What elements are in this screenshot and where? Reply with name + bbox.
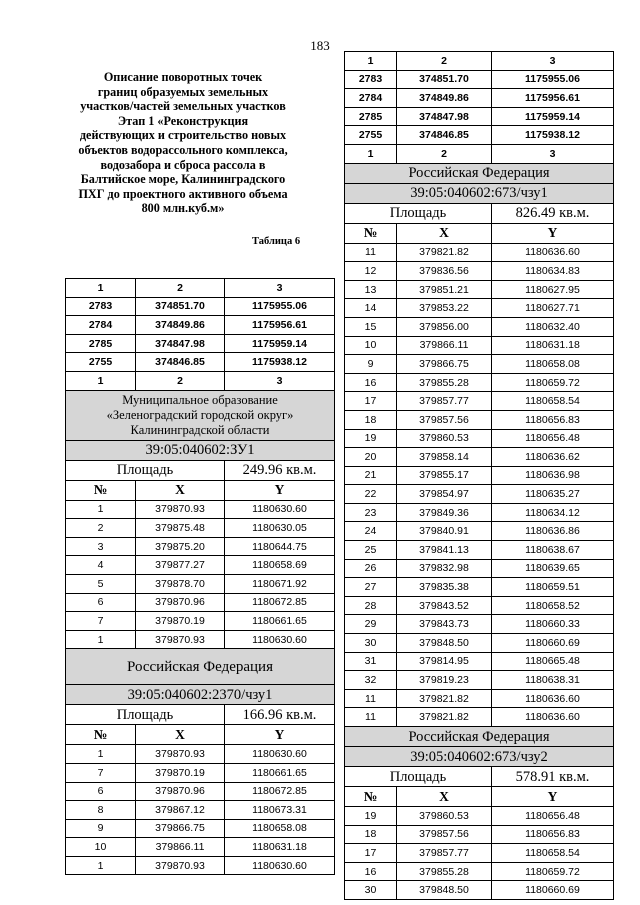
coord-cell: 379849.36 [397,503,492,522]
section-heading: Российская Федерация [66,649,335,685]
table-row [66,612,335,631]
coord-cell: 379870.96 [136,593,225,612]
coord-cell: 32 [345,671,397,690]
description-line: границ образуемых земельных [97,84,269,99]
table-row [345,355,614,374]
table-row [345,541,614,560]
column-number: 1 [345,52,397,71]
coord-cell: 18 [345,825,397,844]
boundary-point-cell: 374846.85 [397,126,492,145]
coord-cell: 1180631.18 [225,838,335,857]
table-row [345,634,614,653]
coord-cell: 1180660.69 [492,634,614,653]
coord-cell: 27 [345,578,397,597]
coord-cell: 379857.77 [397,844,492,863]
coord-cell: 1180661.65 [225,763,335,782]
column-number: 1 [66,279,136,298]
section-row [66,440,335,460]
boundary-point-row [345,89,614,108]
coord-cell: 379819.23 [397,671,492,690]
coord-cell: 1180630.05 [225,519,335,538]
table-row [345,522,614,541]
coord-cell: 379870.19 [136,763,225,782]
column-number-row [66,279,335,298]
description-line: Этап 1 «Реконструкция [117,113,249,128]
coord-cell: 1180665.48 [492,652,614,671]
table-row [345,299,614,318]
coord-cell: 1180636.86 [492,522,614,541]
area-row [66,705,335,725]
coord-cell: 11 [345,708,397,727]
coord-header: Y [225,725,335,745]
coord-cell: 1180636.60 [492,708,614,727]
coord-cell: 1180658.54 [492,844,614,863]
coord-cell: 20 [345,448,397,467]
coord-cell: 379840.91 [397,522,492,541]
table-row [345,881,614,900]
coord-cell: 379855.17 [397,466,492,485]
column-number: 3 [492,144,614,163]
coord-cell: 2 [66,519,136,538]
table-row [66,819,335,838]
coord-cell: 1180644.75 [225,537,335,556]
coord-cell: 1180630.60 [225,500,335,519]
table-row [66,763,335,782]
coord-cell: 379870.19 [136,612,225,631]
boundary-point-cell: 2784 [345,89,397,108]
boundary-point-cell: 1175955.06 [492,70,614,89]
boundary-point-cell: 1175956.61 [492,89,614,108]
column-number: 2 [397,144,492,163]
coord-cell: 379851.21 [397,280,492,299]
coord-cell: 379843.52 [397,596,492,615]
boundary-point-cell: 374847.98 [136,334,225,353]
table-label: Таблица 6 [252,236,301,247]
document-description [52,70,314,216]
coord-cell: 379878.70 [136,574,225,593]
coord-cell: 1180659.72 [492,862,614,881]
coord-cell: 1180661.65 [225,612,335,631]
coord-cell: 379870.93 [136,500,225,519]
coord-cell: 379857.77 [397,392,492,411]
description-line: водозабора и сброса рассола в [100,157,266,172]
section-row [66,649,335,685]
coord-cell: 6 [66,782,136,801]
coord-cell: 1180630.60 [225,745,335,764]
description-line: 800 млн.куб.м» [141,201,225,216]
coord-cell: 1 [66,745,136,764]
coord-header: Y [225,480,335,500]
boundary-point-cell: 1175956.61 [225,316,335,335]
description-line: Балтийское море, Калининградского [80,172,286,187]
boundary-point-cell: 2785 [66,334,136,353]
area-row [345,767,614,787]
coord-cell: 379870.96 [136,782,225,801]
boundary-point-cell: 374849.86 [136,316,225,335]
coord-cell: 379835.38 [397,578,492,597]
boundary-point-cell: 2783 [66,297,136,316]
coord-cell: 1180627.95 [492,280,614,299]
boundary-point-row [66,316,335,335]
coord-cell: 1180672.85 [225,782,335,801]
table-row [66,801,335,820]
coord-cell: 1180656.48 [492,807,614,826]
table-row [66,500,335,519]
area-label: Площадь [345,767,492,787]
coord-cell: 1180636.60 [492,689,614,708]
boundary-point-row [66,334,335,353]
table-row [66,782,335,801]
coord-cell: 9 [66,819,136,838]
area-value: 166.96 кв.м. [225,705,335,725]
coord-cell: 4 [66,556,136,575]
table-row [345,243,614,262]
coord-cell: 1180630.60 [225,630,335,649]
coord-header: X [397,223,492,243]
coord-cell: 379877.27 [136,556,225,575]
coord-cell: 1180673.31 [225,801,335,820]
boundary-point-row [345,126,614,145]
column-number-row [345,52,614,71]
column-number: 3 [225,371,335,390]
coord-cell: 1180627.71 [492,299,614,318]
description-line: действующих и строительство новых [79,128,287,143]
coord-cell: 1180656.83 [492,825,614,844]
boundary-point-cell: 374847.98 [397,107,492,126]
coord-cell: 1180639.65 [492,559,614,578]
coord-cell: 1180630.60 [225,856,335,875]
section-heading: 39:05:040602:2370/чзу1 [66,685,335,705]
section-row [345,727,614,747]
coord-cell: 379875.48 [136,519,225,538]
coord-cell: 379867.12 [136,801,225,820]
coord-cell: 21 [345,466,397,485]
coord-cell: 1180636.60 [492,243,614,262]
coord-cell: 13 [345,280,397,299]
coord-cell: 1180660.33 [492,615,614,634]
coord-cell: 7 [66,612,136,631]
boundary-point-row [345,70,614,89]
coord-cell: 379857.56 [397,825,492,844]
coord-cell: 16 [345,862,397,881]
coord-cell: 12 [345,262,397,281]
coord-cell: 11 [345,243,397,262]
table-row [345,410,614,429]
table-row [345,466,614,485]
table-row [345,708,614,727]
coord-cell: 1180672.85 [225,593,335,612]
coord-cell: 1180659.72 [492,373,614,392]
description-line: участков/частей земельных участков [80,99,286,114]
table-row [345,671,614,690]
coord-cell: 17 [345,392,397,411]
table-row [345,503,614,522]
coord-header-row [345,787,614,807]
coord-cell: 379866.75 [136,819,225,838]
table-row [345,652,614,671]
coord-cell: 379855.28 [397,862,492,881]
coord-cell: 10 [66,838,136,857]
section-heading: 39:05:040602:673/чзу2 [345,747,614,767]
coord-cell: 5 [66,574,136,593]
coord-cell: 19 [345,807,397,826]
table-row [345,862,614,881]
table-row [345,262,614,281]
area-label: Площадь [66,460,225,480]
column-number: 1 [345,144,397,163]
coord-header: № [345,223,397,243]
coord-cell: 379866.11 [397,336,492,355]
coord-cell: 379855.28 [397,373,492,392]
coord-cell: 1180660.69 [492,881,614,900]
table-row [66,537,335,556]
column-number: 2 [136,371,225,390]
coord-cell: 379814.95 [397,652,492,671]
coord-header: X [136,725,225,745]
coord-cell: 3 [66,537,136,556]
coord-cell: 1180658.69 [225,556,335,575]
area-value: 826.49 кв.м. [492,203,614,223]
coord-header: Y [492,787,614,807]
coord-cell: 1180656.48 [492,429,614,448]
boundary-point-cell: 1175955.06 [225,297,335,316]
boundary-point-cell: 2783 [345,70,397,89]
table-row [66,630,335,649]
coord-cell: 1180634.12 [492,503,614,522]
coord-cell: 379821.82 [397,689,492,708]
boundary-point-cell: 2755 [345,126,397,145]
section-row [66,390,335,440]
column-number: 2 [136,279,225,298]
coord-cell: 1180658.08 [225,819,335,838]
description-line: объектов водорассольного комплекса, [78,142,288,157]
section-row [345,183,614,203]
coord-cell: 379848.50 [397,881,492,900]
column-number: 3 [225,279,335,298]
coord-cell: 31 [345,652,397,671]
coord-cell: 379856.00 [397,317,492,336]
table-row [66,574,335,593]
coord-cell: 379821.82 [397,708,492,727]
boundary-point-cell: 374851.70 [397,70,492,89]
coord-cell: 22 [345,485,397,504]
coord-header-row [345,223,614,243]
coord-header: № [66,480,136,500]
coord-header-row [66,480,335,500]
column-number-row [66,371,335,390]
coord-cell: 379870.93 [136,630,225,649]
coord-cell: 26 [345,559,397,578]
coord-cell: 379870.93 [136,745,225,764]
coord-cell: 1180671.92 [225,574,335,593]
coord-cell: 28 [345,596,397,615]
area-row [345,203,614,223]
coord-cell: 1 [66,500,136,519]
section-row [66,685,335,705]
table-row [66,745,335,764]
coord-cell: 1180632.40 [492,317,614,336]
section-row [345,163,614,183]
boundary-point-row [66,297,335,316]
coord-cell: 14 [345,299,397,318]
section-heading: 39:05:040602:673/чзу1 [345,183,614,203]
municipality-heading: Муниципальное образование «Зеленоградский городской округ» Калининградской области [66,390,335,440]
table-row [345,280,614,299]
coord-cell: 1180636.62 [492,448,614,467]
coord-cell: 379853.22 [397,299,492,318]
boundary-point-row [345,107,614,126]
table-row [66,856,335,875]
boundary-point-row [66,353,335,372]
coord-cell: 1180658.52 [492,596,614,615]
coord-cell: 379832.98 [397,559,492,578]
coord-cell: 1 [66,856,136,875]
coord-cell: 15 [345,317,397,336]
coord-cell: 379858.14 [397,448,492,467]
coord-cell: 1180659.51 [492,578,614,597]
coord-header: X [397,787,492,807]
coord-cell: 7 [66,763,136,782]
coord-cell: 379866.75 [397,355,492,374]
table-row [345,807,614,826]
section-heading: Российская Федерация [345,727,614,747]
boundary-point-cell: 1175938.12 [492,126,614,145]
table-row [345,485,614,504]
page-number: 183 [310,38,330,53]
coord-cell: 379870.93 [136,856,225,875]
coord-cell: 1 [66,630,136,649]
coord-cell: 379821.82 [397,243,492,262]
coord-cell: 30 [345,634,397,653]
coord-cell: 29 [345,615,397,634]
coord-cell: 1180638.31 [492,671,614,690]
column-number: 3 [492,52,614,71]
section-row [345,747,614,767]
coord-cell: 1180631.18 [492,336,614,355]
section-heading: 39:05:040602:ЗУ1 [66,440,335,460]
column-number: 1 [66,371,136,390]
coordinates-table-right [344,51,614,900]
coord-cell: 30 [345,881,397,900]
area-value: 249.96 кв.м. [225,460,335,480]
boundary-point-cell: 374846.85 [136,353,225,372]
coord-cell: 6 [66,593,136,612]
coord-cell: 379875.20 [136,537,225,556]
table-row [66,519,335,538]
coord-cell: 379860.53 [397,429,492,448]
area-label: Площадь [66,705,225,725]
table-row [66,838,335,857]
coordinates-table-left [65,278,335,875]
table-row [345,317,614,336]
boundary-point-cell: 1175959.14 [225,334,335,353]
column-number: 2 [397,52,492,71]
coord-header: № [66,725,136,745]
area-row [66,460,335,480]
coord-header: X [136,480,225,500]
coord-cell: 379848.50 [397,634,492,653]
coord-cell: 25 [345,541,397,560]
coord-cell: 379841.13 [397,541,492,560]
table-row [345,373,614,392]
coord-cell: 23 [345,503,397,522]
table-row [345,336,614,355]
coord-cell: 1180636.98 [492,466,614,485]
coord-cell: 8 [66,801,136,820]
coord-cell: 19 [345,429,397,448]
coord-cell: 24 [345,522,397,541]
coord-header: Y [492,223,614,243]
coord-cell: 379843.73 [397,615,492,634]
table-row [345,844,614,863]
coord-cell: 10 [345,336,397,355]
coord-cell: 379860.53 [397,807,492,826]
coord-cell: 18 [345,410,397,429]
coord-cell: 1180634.83 [492,262,614,281]
boundary-point-cell: 2755 [66,353,136,372]
coord-cell: 1180658.08 [492,355,614,374]
coord-cell: 11 [345,689,397,708]
boundary-point-cell: 374849.86 [397,89,492,108]
boundary-point-cell: 2785 [345,107,397,126]
area-value: 578.91 кв.м. [492,767,614,787]
table-row [345,392,614,411]
table-row [66,593,335,612]
table-row [345,596,614,615]
table-row [345,615,614,634]
coord-header-row [66,725,335,745]
table-row [345,578,614,597]
table-row [345,448,614,467]
coord-cell: 1180658.54 [492,392,614,411]
coord-cell: 379854.97 [397,485,492,504]
coord-cell: 16 [345,373,397,392]
coord-cell: 1180635.27 [492,485,614,504]
coord-cell: 1180656.83 [492,410,614,429]
coord-cell: 9 [345,355,397,374]
table-row [345,825,614,844]
boundary-point-cell: 1175938.12 [225,353,335,372]
boundary-point-cell: 374851.70 [136,297,225,316]
coord-cell: 17 [345,844,397,863]
boundary-point-cell: 2784 [66,316,136,335]
section-heading: Российская Федерация [345,163,614,183]
coord-cell: 379836.56 [397,262,492,281]
table-row [345,429,614,448]
table-row [66,556,335,575]
coord-cell: 1180638.67 [492,541,614,560]
coord-header: № [345,787,397,807]
table-row [345,559,614,578]
description-line: ПХГ до проектного активного объема [78,186,288,201]
table-row [345,689,614,708]
area-label: Площадь [345,203,492,223]
boundary-point-cell: 1175959.14 [492,107,614,126]
column-number-row [345,144,614,163]
description-line: Описание поворотных точек [103,70,263,84]
coord-cell: 379866.11 [136,838,225,857]
coord-cell: 379857.56 [397,410,492,429]
